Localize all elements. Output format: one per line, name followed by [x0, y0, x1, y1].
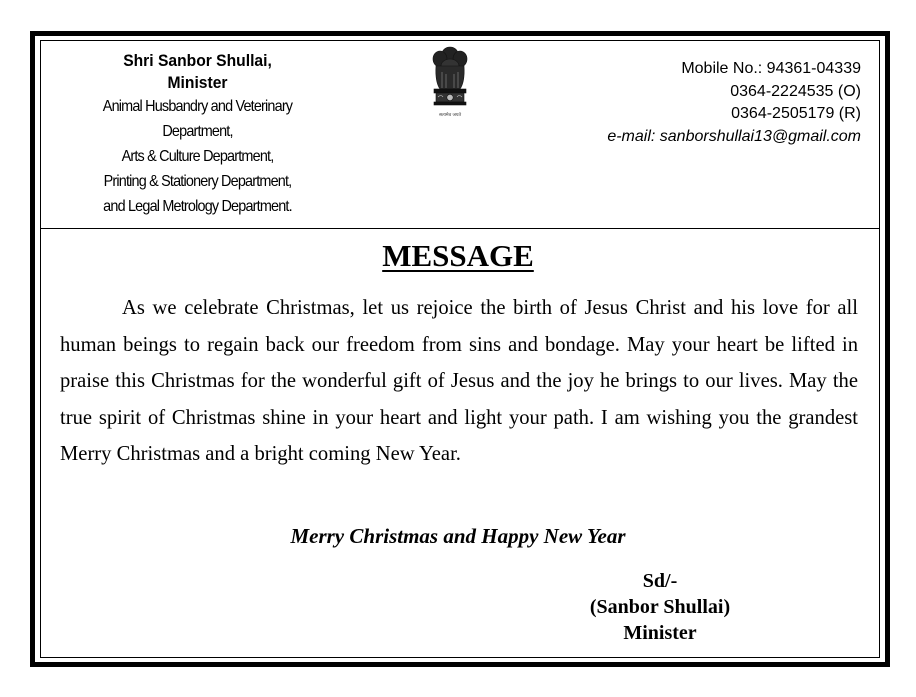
national-emblem-icon	[430, 44, 470, 124]
signature-sd: Sd/-	[642, 570, 678, 592]
mobile-number: Mobile No.: 94361-04339	[681, 60, 861, 77]
sender-block	[60, 50, 335, 219]
message-title: MESSAGE	[382, 238, 534, 273]
sender-title: Minister	[167, 73, 228, 92]
header-divider	[40, 228, 880, 229]
department-line: Arts & Culture Department,	[121, 148, 274, 165]
department-line: Animal Husbandry and Veterinary	[102, 98, 293, 115]
signature-designation: Minister	[623, 622, 697, 644]
contact-block	[607, 58, 861, 148]
message-heading	[0, 236, 916, 276]
email-address[interactable]: e-mail: sanborshullai13@gmail.com	[607, 127, 861, 145]
message-body: As we celebrate Christmas, let us rejoice the birth of Jesus Christ and his love for all human beings to regain back our freedom from sins and bondage. May your heart be lifted in praise this Christmas for the wonderful gift of Jesus and the joy he brings to our lives. May the true spirit of Christmas shine in your heart and light your path. I am wishing you the grandest Merry Christmas and a bright coming New Year.	[60, 297, 858, 465]
department-line: Printing & Stationery Department,	[103, 173, 292, 190]
greeting-line: Merry Christmas and Happy New Year	[290, 524, 626, 548]
department-line: Department,	[162, 123, 233, 140]
signature-block	[555, 568, 765, 646]
signature-name: (Sanbor Shullai)	[589, 596, 731, 618]
office-phone: 0364-2224535 (O)	[730, 82, 861, 100]
department-line: and Legal Metrology Department.	[103, 198, 292, 215]
residence-phone: 0364-2505179 (R)	[731, 105, 861, 122]
sender-name: Shri Sanbor Shullai,	[123, 51, 272, 70]
svg-text:सत्यमेव जयते: सत्यमेव जयते	[438, 113, 462, 118]
